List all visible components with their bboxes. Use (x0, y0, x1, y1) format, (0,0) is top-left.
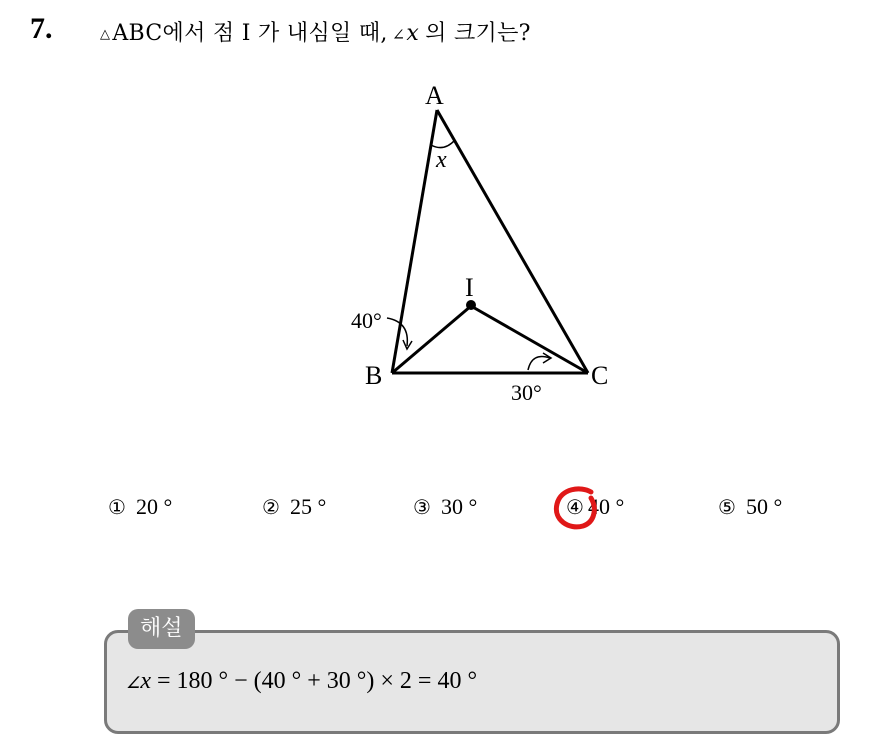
side-ab (392, 110, 437, 373)
angle-40-label: 40° (351, 308, 382, 333)
angle-variable: x (406, 21, 420, 46)
choice-5-number: ⑤ (718, 495, 736, 519)
choice-2[interactable] (262, 494, 326, 520)
vertex-a-label: A (425, 81, 444, 110)
choice-2-value: 25 ° (289, 494, 327, 519)
triangle-name: ABC (112, 21, 163, 46)
angle-x-label: x (436, 147, 447, 173)
choice-1-number: ① (108, 495, 126, 519)
question-text-after: 의 크기는? (425, 21, 531, 46)
choice-5-value: 50 ° (745, 494, 783, 519)
answer-circle-mark (551, 484, 603, 534)
angle-30-arc (528, 357, 550, 371)
solution-expression: = 180 ° − (40 ° + 30 °) × 2 = 40 ° (151, 668, 478, 694)
solution-angle-symbol: ∠ (126, 675, 141, 692)
angle-symbol: ∠ (391, 25, 406, 44)
choice-4-value: 40 ° (587, 494, 625, 519)
choice-1-value: 20 ° (135, 494, 173, 519)
triangle-symbol: △ (100, 27, 111, 42)
choice-1[interactable] (108, 494, 172, 520)
incenter-label: I (465, 273, 474, 302)
side-ac (437, 110, 588, 373)
question-text-before: 에서 점 I 가 내심일 때, (162, 21, 388, 46)
choice-4-number: ④ (566, 495, 584, 519)
question-number: 7. (30, 12, 53, 45)
choice-5[interactable] (718, 494, 782, 520)
choice-3-value: 30 ° (440, 494, 478, 519)
solution-variable: x (140, 668, 151, 694)
angle-30-label: 30° (511, 380, 542, 405)
angle-30-arrowhead (543, 353, 551, 363)
choice-3-number: ③ (413, 495, 431, 519)
segment-bi (392, 306, 471, 373)
solution-equation (126, 668, 477, 695)
choice-3[interactable] (413, 494, 477, 520)
vertex-b-label: B (365, 361, 383, 390)
answer-circle-stroke (556, 489, 594, 527)
choice-2-number: ② (262, 495, 280, 519)
solution-tag: 해설 (128, 609, 195, 649)
vertex-c-label: C (591, 361, 609, 390)
